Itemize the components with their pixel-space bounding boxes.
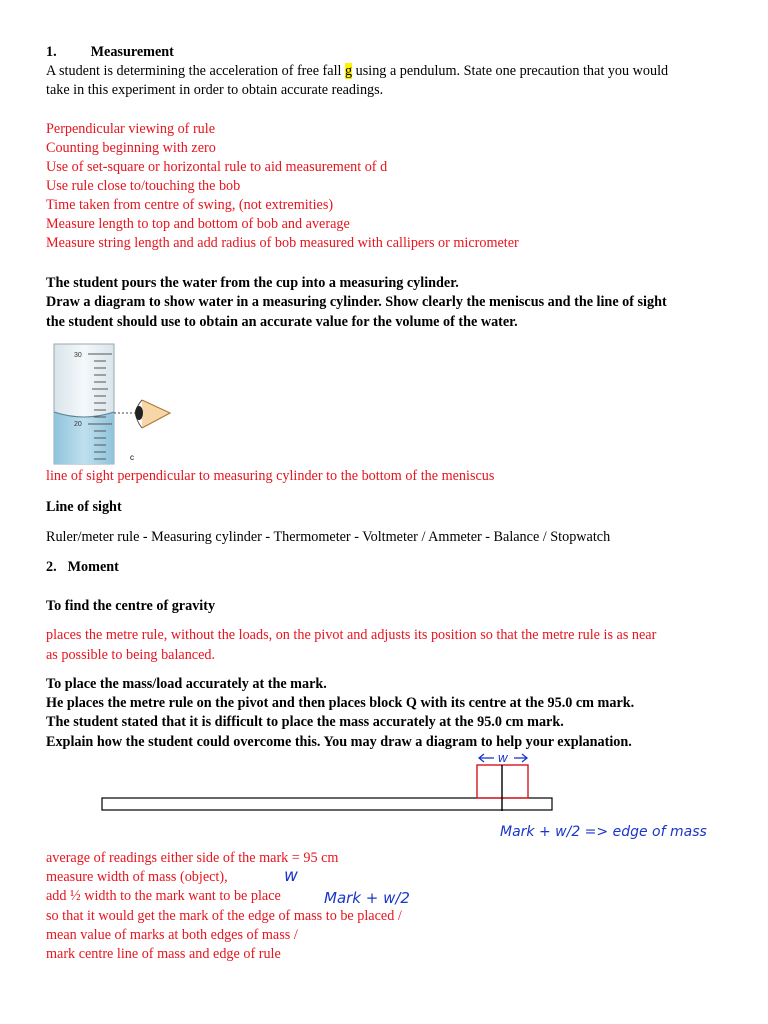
cylinder-question-line1: The student pours the water from the cup into a measuring cylinder.: [46, 275, 459, 291]
instruments-list: Ruler/meter rule - Measuring cylinder - Thermometer - Voltmeter / Ammeter - Balance / Stopwatch: [46, 529, 611, 545]
answer-item: add ½ width to the mark want to be place: [46, 888, 281, 904]
answer-item: Perpendicular viewing of rule: [46, 121, 216, 137]
section2-title: Moment: [67, 559, 119, 575]
metre-rule: [102, 798, 552, 810]
section1-number: 1.: [46, 44, 57, 60]
place-question-line1: To place the mass/load accurately at the mark.: [46, 676, 327, 692]
question1-line2: take in this experiment in order to obtain accurate readings.: [46, 82, 384, 98]
measuring-cylinder-figure: [48, 342, 178, 466]
answer-item: mean value of marks at both edges of mass /: [46, 927, 298, 943]
cylinder-question-line3: the student should use to obtain an accurate value for the volume of the water.: [46, 314, 518, 330]
section1-title: Measurement: [90, 44, 174, 60]
section2-number: 2.: [46, 559, 57, 575]
answer-item: Use of set-square or horizontal rule to aid measurement of d: [46, 159, 388, 175]
answer-item: Measure length to top and bottom of bob and average: [46, 216, 350, 232]
cog-answer-line2: as possible to being balanced.: [46, 647, 216, 663]
metre-rule-diagram: [96, 750, 566, 814]
answer-item: measure width of mass (object),: [46, 869, 228, 885]
place-question-line2: He places the metre rule on the pivot and then places block Q with its centre at the 95.0 cm mark.: [46, 695, 635, 711]
answer-item: mark centre line of mass and edge of rule: [46, 946, 281, 962]
answer-item: Measure string length and add radius of bob measured with callipers or micrometer: [46, 235, 519, 251]
scale-label-30: 30: [74, 352, 82, 359]
answer-item: Time taken from centre of swing, (not extremities): [46, 197, 334, 213]
section1-heading: [46, 43, 174, 62]
handwritten-w-width: w: [284, 866, 298, 886]
handwritten-w: w: [498, 750, 508, 765]
answer-item: so that it would get the mark of the edge of mass to be placed /: [46, 908, 402, 924]
place-question-line3: The student stated that it is difficult to place the mass accurately at the 95.0 cm mark.: [46, 714, 564, 730]
section2-heading: [46, 558, 119, 577]
eye-icon: [135, 400, 170, 428]
handwritten-mark-plus-half-w: Mark + w/2: [324, 889, 410, 907]
answer-item: Counting beginning with zero: [46, 140, 216, 156]
cog-answer-line1: places the metre rule, without the loads, on the pivot and adjusts its position so that the metre rule is as near: [46, 627, 657, 643]
handwritten-note-edge: Mark + w/2 => edge of mass: [500, 824, 707, 840]
centre-of-gravity-heading: To find the centre of gravity: [46, 598, 216, 614]
figure-label-c: c: [130, 453, 134, 462]
cylinder-question-line2: Draw a diagram to show water in a measuring cylinder. Show clearly the meniscus and the line of sight: [46, 294, 667, 310]
answer-item: average of readings either side of the mark = 95 cm: [46, 850, 339, 866]
scale-label-20: 20: [74, 421, 82, 428]
cylinder-answer: line of sight perpendicular to measuring cylinder to the bottom of the meniscus: [46, 468, 495, 484]
answer-item: Use rule close to/touching the bob: [46, 178, 241, 194]
question1-line1: A student is determining the acceleration of free fall g using a pendulum. State one precaution that you would: [46, 63, 669, 79]
line-of-sight-heading: Line of sight: [46, 499, 122, 515]
place-question-line4: Explain how the student could overcome this. You may draw a diagram to help your explanation.: [46, 734, 632, 750]
highlighted-g: g: [345, 63, 353, 79]
